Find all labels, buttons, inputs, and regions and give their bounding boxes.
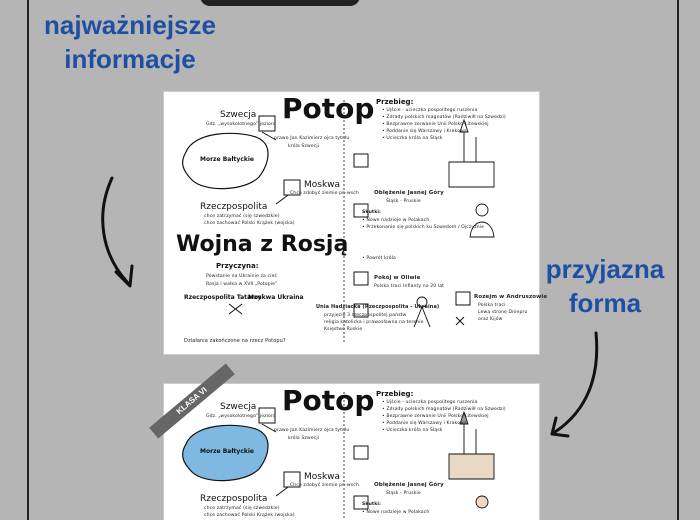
rzecz-heading: Rzeczpospolita (200, 202, 268, 212)
przebieg-2: • Zdrady polskich magnatów (Radziwiłł na Szwedzi) (382, 407, 506, 412)
szwecja-sub: Gdz. „wysokolotnego” jezioro (206, 414, 276, 419)
przebieg-3: • Bezprawne zerwanie Unii Polsko-Litewskiej (382, 414, 489, 419)
oblezenie-sub: Śląsk - Pruskie (386, 491, 421, 496)
rozejm-heading: Rozejm w Andruszowie (474, 294, 548, 300)
pokoj-sub: Polska traci Inflanty na 20 lat (374, 284, 445, 289)
rzecz-sub2: chce zachować Polski Krążek (wojska) (204, 513, 295, 518)
rzecz-heading: Rzeczpospolita (200, 494, 268, 504)
unia-txt1: przyjęcie 3 rzeczpospolitej państw (324, 313, 407, 318)
bottom-text: Działania zakończone na rzecz Potopu? (184, 338, 286, 344)
klasa-ribbon: KLASA VI (149, 363, 235, 438)
przebieg-2: • Zdrady polskich magnatów (Radziwiłł na Szwedzi) (382, 115, 506, 120)
przebieg-5: • Ucieczka króla na Śląsk (382, 136, 443, 141)
przyczyna-txt: Powstanie na Ukrainie za cieś (206, 274, 277, 279)
przebieg-heading: Przebieg: (376, 390, 414, 398)
przebieg-5: • Ucieczka króla na Śląsk (382, 428, 443, 433)
oblezenie-sub: Śląsk - Pruskie (386, 199, 421, 204)
skutki-2: • Przekonanie się polskich ku Szwedom / Ojczyźnie (362, 225, 485, 230)
przebieg-1: • Ujście - ucieczka pospolitego ruszenia (382, 108, 478, 113)
pokoj-heading: Pokój w Oliwie (374, 275, 421, 281)
unia-txt2: religia katolicka i prawosławna na terenie (324, 320, 424, 325)
skutki-heading: Skutki: (362, 502, 381, 507)
przyczyna-sub: prawo Jan Kazimierz ojca tytułu (274, 428, 350, 433)
unia-heading: Unia Hadziacka (Rzeczpospolita - Ukraina) (316, 304, 440, 310)
sketchnote-color (164, 384, 539, 520)
skutki-heading: Skutki: (362, 210, 381, 215)
moskwa-ukraina: Moskwa Ukraina (248, 294, 304, 301)
moskwa-sub: Chce zdobyć ziemie pn-wsch (290, 483, 359, 488)
skutki-3: • Powrót króla (362, 256, 396, 261)
potop-title: Potop (282, 384, 375, 417)
moskwa-heading: Moskwa (304, 472, 341, 482)
przyczyna-heading: Przyczyna: (216, 262, 259, 270)
przyczyna-sub2: króla Szwecji (288, 144, 320, 149)
rzecz-sub1: chce zatrzymać (się szwedzkie) (204, 214, 280, 219)
wojna-title: Wojna z Rosją (176, 232, 349, 257)
szwecja-heading: Szwecja (220, 402, 257, 412)
unia-txt3: Księstwo Ruskie (324, 327, 363, 332)
label-line: informacje (64, 44, 196, 74)
przebieg-4: • Poddanie się Warszawy i Krakowa (382, 421, 467, 426)
morze-label: Morze Bałtyckie (200, 448, 255, 455)
sketchnote-bw (164, 92, 548, 354)
przebieg-4: • Poddanie się Warszawy i Krakowa (382, 129, 467, 134)
przyczyna-txt2: Rosja i walka w XVII „Potopie” (206, 282, 278, 287)
rozejm-sub1: Polska traci (478, 303, 506, 308)
przebieg-1: • Ujście - ucieczka pospolitego ruszenia (382, 400, 478, 405)
skutki-1: • Nowe nadzieje w Polakach (362, 510, 430, 515)
przebieg-3: • Bezprawne zerwanie Unii Polsko-Litewskiej (382, 122, 489, 127)
label-line: przyjazna (545, 254, 665, 284)
rozejm-sub3: oraz Kijów (478, 317, 503, 322)
rz-tatarzy: Rzeczpospolita Tatarzy (184, 294, 262, 301)
oblezenie-heading: Oblężenie Jasnej Góry (374, 482, 444, 488)
label-line: najważniejsze (44, 10, 216, 40)
moskwa-sub: Chce zdobyć ziemie pn-wsch (290, 191, 359, 196)
rzecz-sub2: chce zachować Polski Krążek (wojska) (204, 221, 295, 226)
morze-label: Morze Bałtyckie (200, 156, 255, 163)
przyczyna-sub2: króla Szwecji (288, 436, 320, 441)
moskwa-heading: Moskwa (304, 180, 341, 190)
oblezenie-heading: Oblężenie Jasnej Góry (374, 190, 444, 196)
label-line: forma (568, 288, 642, 318)
przyczyna-sub: prawo Jan Kazimierz ojca tytułu (274, 136, 350, 141)
szwecja-heading: Szwecja (220, 110, 257, 120)
skutki-1: • Nowe nadzieje w Polakach (362, 218, 430, 223)
rzecz-sub1: chce zatrzymać (się szwedzkie) (204, 506, 280, 511)
przebieg-heading: Przebieg: (376, 98, 414, 106)
szwecja-sub: Gdz. „wysokolotnego” jezioro (206, 122, 276, 127)
rozejm-sub2: Lewą stronę Dniepru (478, 310, 528, 315)
potop-title: Potop (282, 92, 375, 125)
